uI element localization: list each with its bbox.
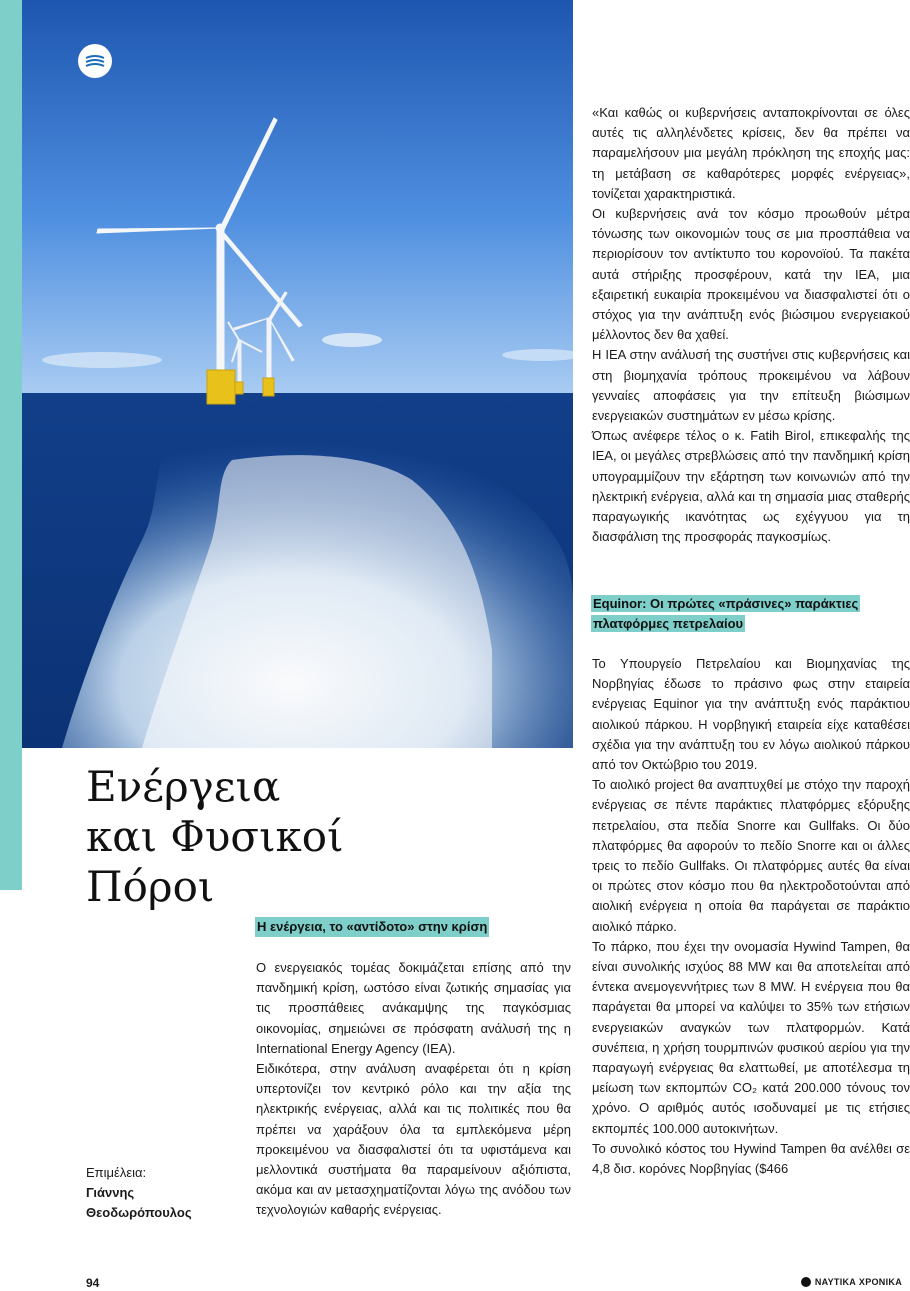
wind-turbine-photo <box>22 0 573 748</box>
subheading-equinor <box>591 594 910 634</box>
title-line-2: και Φυσικοί <box>86 812 344 861</box>
waves-icon <box>78 44 112 78</box>
article-column-right-bottom <box>592 654 910 1179</box>
paragraph: Ο ενεργειακός τομέας δοκιμάζεται επίσης από την πανδημική κρίση, ωστόσο είναι ζωτικής σημασίας για τις προσπάθειες ανάκαμψης της παγκόσμιας οικονομίας, σημειώνει σε πρόσφατη ανάλυσή της η International Energy Agency (IEA). <box>256 960 571 1056</box>
accent-side-bar <box>0 0 22 890</box>
paragraph: Το αιολικό project θα αναπτυχθεί με στόχο την παροχή ενέργειας σε πέντε παράκτιες πλατφόρμες εξόρυξης πετρελαίου, στα πεδία Snorre και Gullfaks. Οι δύο πλατφόρμες θα αφορούν το πεδίο Snorre και οι άλλες τρεις το πεδίο Gullfaks. Οι πλατφόρμες αυτές θα είναι οι πρώτες στον κόσμο που θα ηλεκτροδοτούνται από αιολική ενέργεια η οποία θα παράγεται σε παράκτιο αιολικό πάρκο. <box>592 777 910 934</box>
magazine-logo-badge <box>78 44 112 78</box>
paragraph: Η IEA στην ανάλυσή της συστήνει στις κυβερνήσεις και στη βιομηχανία τρόπους προκειμένου να λάβουν γενναίες αποφάσεις για την επίτευξη βιώσιμων ενεργειακών συστημάτων εν μέσω κρίσης. <box>592 347 910 424</box>
page-number: 94 <box>86 1276 100 1290</box>
subheading-energy-antidote: Η ενέργεια, το «αντίδοτο» στην κρίση <box>255 917 489 937</box>
paragraph: «Και καθώς οι κυβερνήσεις ανταποκρίνονται σε όλες αυτές τις αλληλένδετες κρίσεις, δεν θα πρέπει να παραμελήσουν μια μεγάλη πρόκληση της εποχής μας: τη μετάβαση σε καθαρότερες μορφές ενέργειας», τονίζεται χαρακτηριστικά. <box>592 105 910 201</box>
editor-credit <box>86 1163 192 1223</box>
title-line-1: Ενέργεια <box>86 762 281 811</box>
credit-label: Επιμέλεια: <box>86 1165 147 1180</box>
magazine-logo-icon <box>801 1277 811 1287</box>
magazine-name: ΝΑΥΤΙΚΑ ΧΡΟΝΙΚΑ <box>814 1277 902 1287</box>
credit-last-name: Θεοδωρόπουλος <box>86 1205 192 1220</box>
paragraph: Το πάρκο, που έχει την ονομασία Hywind Tampen, θα είναι συνολικής ισχύος 88 MW και θα αποτελείται από έντεκα ανεμογεννήτριες των 8 MW. Η ενέργεια που θα παράγεται θα μπορεί να καλύψει το 35% των ετήσιων ενεργειακών αναγκών των πλατφορμών. Κατά συνέπεια, η χρήση τουρμπινών φυσικού αερίου για την παραγωγή ενέργειας θα ελαττωθεί, με αποτέλεσμα τη μείωση των εκπομπών CO₂ κατά 200.000 τόνους τον χρόνο. Ο αριθμός αυτός ισοδυναμεί με τις ετήσιες εκπομπές 100.000 αυτοκινήτων. <box>592 938 910 1136</box>
magazine-footer <box>801 1277 902 1287</box>
article-column-middle <box>256 958 571 1221</box>
credit-first-name: Γιάννης <box>86 1185 135 1200</box>
paragraph: Όπως ανέφερε τέλος ο κ. Fatih Birol, επικεφαλής της IEA, οι μεγάλες στρεβλώσεις από την πανδημική κρίση υπογραμμίζουν την εξάρτηση των κοινωνιών από την ηλεκτρική ενέργεια, αλλά και τη σημασία μιας σταθερής παραγωγικής ικανότητας ως εχέγγυου για τη διασφάλιση της προσφοράς παγκοσμίως. <box>592 428 910 545</box>
subheading-equinor-text: Equinor: Οι πρώτες «πράσινες» παράκτιες πλατφόρμες πετρελαίου <box>593 596 859 631</box>
paragraph: Το Υπουργείο Πετρελαίου και Βιομηχανίας της Νορβηγίας έδωσε το πράσινο φως στην εταιρεία ενέργειας Equinor για την ανάπτυξη ενός παράκτιου αιολικού πάρκου. Η νορβηγική εταιρεία είχε καταθέσει σχέδια για την ανάπτυξη του εν λόγω αιολικού πάρκου από τον Οκτώβριο του 2019. <box>592 656 910 773</box>
article-column-right-top <box>592 103 910 547</box>
paragraph: Οι κυβερνήσεις ανά τον κόσμο προωθούν μέτρα τόνωσης των οικονομιών τους σε μια προσπάθεια να περιορίσουν τον αντίκτυπο του κορονοϊού. Τα πακέτα αυτά στήριξης προσφέρουν, κατά την IEA, μια εξαιρετική ευκαιρία προκειμένου να διασφαλιστεί ότι ο στόχος για την ανάπτυξη ενός βιώσιμου ενεργειακού μέλλοντος δεν θα χαθεί. <box>592 206 910 343</box>
paragraph: Ειδικότερα, στην ανάλυση αναφέρεται ότι η κρίση υπερτονίζει τον κεντρικό ρόλο και την αξία της ηλεκτρικής ενέργειας, αλλά και τις πολιτικές που θα πρέπει να χαράξουν όλα τα εμπλεκόμενα μέρη προκειμένου να διασφαλιστεί ότι τα υφιστάμενα και μελλοντικά συστήματα θα παραμείνουν αξιόπιστα, ακόμα και αν μετασχηματίζονται λόγω της ανόδου των τεχνολογιών καθαρής ενέργειας. <box>256 1061 571 1218</box>
paragraph: Το συνολικό κόστος του Hywind Tampen θα ανέλθει σε 4,8 δισ. κορόνες Νορβηγίας ($466 <box>592 1140 910 1177</box>
section-title <box>86 762 426 912</box>
title-line-3: Πόροι <box>86 862 215 911</box>
